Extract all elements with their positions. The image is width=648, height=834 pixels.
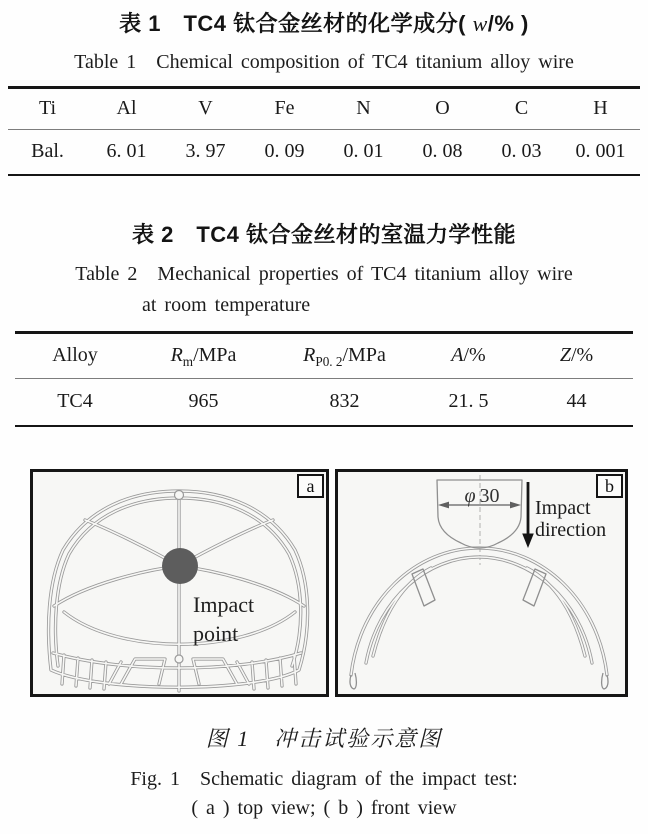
table1-data-cell: Bal. — [31, 140, 64, 163]
table1-header-cell: Al — [116, 97, 137, 120]
impact-direction-arrow-icon — [522, 482, 534, 548]
table1-header-cell: Fe — [274, 97, 295, 120]
impact-point-label — [193, 590, 254, 648]
table1-data-cell: 0. 09 — [264, 140, 305, 163]
table2-caption-en-line1: Table 2 Mechanical properties of TC4 titanium alloy wire — [75, 263, 573, 285]
table1-header-cell: O — [435, 97, 450, 120]
table1-data-cell: 0. 03 — [501, 140, 542, 163]
diameter-value: 30 — [479, 485, 500, 507]
unit-percent: /% — [570, 344, 594, 367]
symbol-rp: R — [303, 344, 316, 367]
table2-caption-en-line2: at room temperature — [142, 294, 311, 316]
symbol-rm-subscript: m — [182, 354, 194, 370]
table1-header-cell: C — [514, 97, 529, 120]
table1-data-cell: 0. 08 — [422, 140, 463, 163]
table2-data-cell: TC4 — [57, 390, 93, 413]
table1-title-zh-text: 表 1 TC4 钛合金丝材的化学成分( — [119, 11, 473, 36]
symbol-a: A — [451, 344, 464, 367]
symbol-rm: R — [170, 344, 183, 367]
impact-direction-label-line2: direction — [535, 519, 607, 541]
table1-header-cell: N — [356, 97, 371, 120]
figure1-panel-b — [335, 469, 628, 697]
panel-a-tag: a — [297, 474, 324, 498]
frame-feet — [350, 673, 608, 689]
table1-title-zh-suffix: /% ) — [487, 11, 529, 36]
impact-direction-label — [535, 497, 606, 541]
impact-point-label-line1: Impact — [193, 592, 255, 617]
table2-data-cell: 21. 5 — [448, 390, 489, 413]
frame-front-tubes-inner — [351, 548, 607, 675]
table1 — [8, 86, 640, 176]
table1-header-row — [8, 89, 640, 129]
unit-mpa: /MPa — [342, 344, 386, 367]
table1-bottom-rule — [8, 174, 640, 177]
figure1-caption-zh: 图 1 冲击试验示意图 — [205, 726, 443, 751]
side-brace-struts — [412, 569, 546, 606]
unit-mpa: /MPa — [193, 344, 237, 367]
frame-apex-joint — [175, 491, 184, 500]
impact-direction-label-line1: Impact — [535, 497, 591, 519]
table1-caption-en: Table 1 Chemical composition of TC4 titanium alloy wire — [74, 51, 574, 73]
table1-header-cell: Ti — [38, 97, 57, 120]
table1-data-cell: 0. 001 — [575, 140, 626, 163]
table2-header-cell: Alloy — [52, 344, 98, 367]
table2-bottom-rule — [15, 425, 633, 428]
table2-header-row — [15, 334, 633, 378]
frame-bottom-joint — [175, 655, 183, 663]
table2-data-cell: 965 — [188, 390, 219, 413]
figure1-panel-a — [30, 469, 329, 697]
table2 — [15, 331, 633, 427]
table2-data-cell: 832 — [329, 390, 360, 413]
figure1-caption-views: ( a ) top view; ( b ) front view — [191, 797, 457, 819]
symbol-rp-subscript: P0. 2 — [315, 354, 343, 370]
table1-header-cell: V — [198, 97, 213, 120]
impact-point-label-line2: point — [193, 621, 239, 646]
impact-point-marker — [162, 548, 198, 584]
table2-data-cell: 44 — [566, 390, 587, 413]
table1-header-cell: H — [593, 97, 608, 120]
diameter-label — [450, 485, 514, 508]
table1-title-zh — [0, 7, 648, 38]
table1-data-cell: 0. 01 — [343, 140, 384, 163]
table1-title-zh-variable: w — [472, 11, 488, 36]
table1-data-row — [8, 130, 640, 174]
unit-percent: /% — [463, 344, 486, 367]
table2-data-row — [15, 379, 633, 425]
table1-data-cell: 3. 97 — [185, 140, 226, 163]
phi-symbol: φ — [464, 485, 476, 507]
table2-header-cell — [520, 344, 633, 367]
table2-header-cell — [417, 344, 520, 367]
table2-header-cell — [135, 344, 272, 370]
panel-b-tag: b — [596, 474, 623, 498]
figure1-caption-en: Fig. 1 Schematic diagram of the impact test: — [130, 768, 518, 790]
helmet-frame-top-view — [33, 472, 326, 694]
table1-data-cell: 6. 01 — [106, 140, 147, 163]
table2-title-zh: 表 2 TC4 钛合金丝材的室温力学性能 — [131, 222, 517, 247]
table2-header-cell — [272, 344, 417, 370]
symbol-z: Z — [559, 344, 571, 367]
